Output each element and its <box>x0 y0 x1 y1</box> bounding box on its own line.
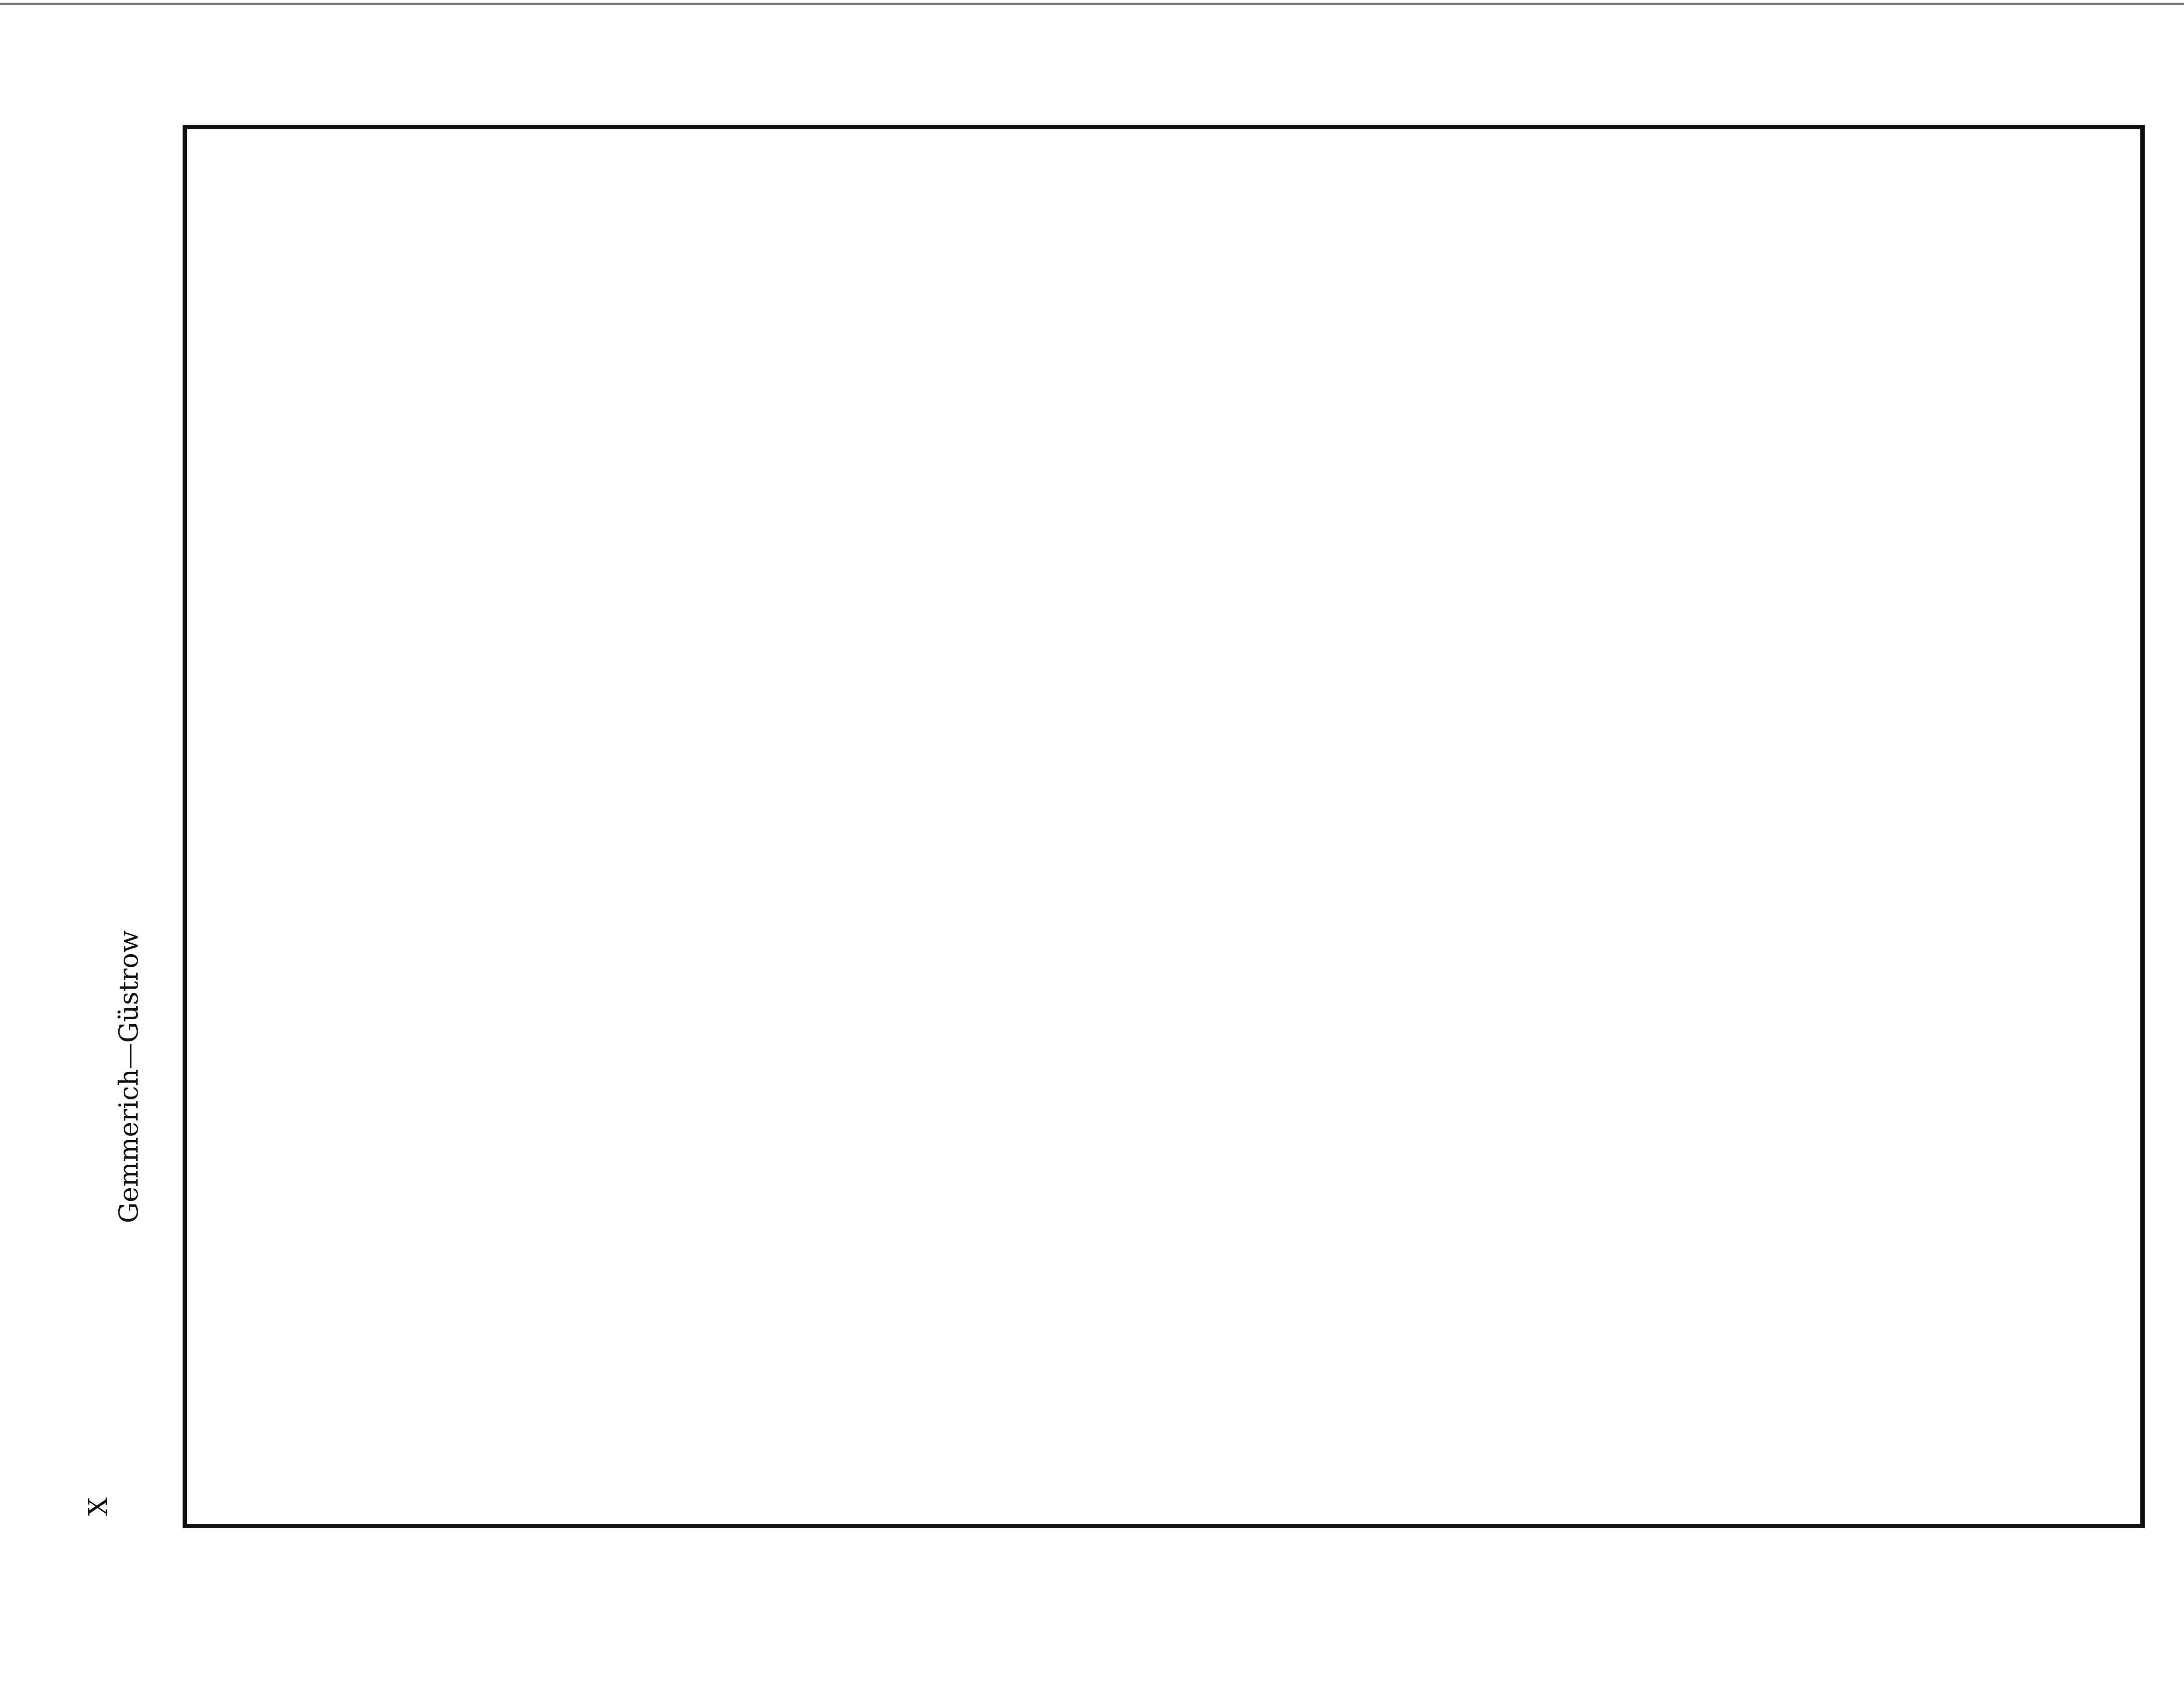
station-table <box>183 125 2145 1528</box>
page-number: X <box>83 1497 114 1516</box>
page-header: Gemmerich—Güstrow <box>114 930 144 1223</box>
top-edge-line <box>0 3 2184 5</box>
